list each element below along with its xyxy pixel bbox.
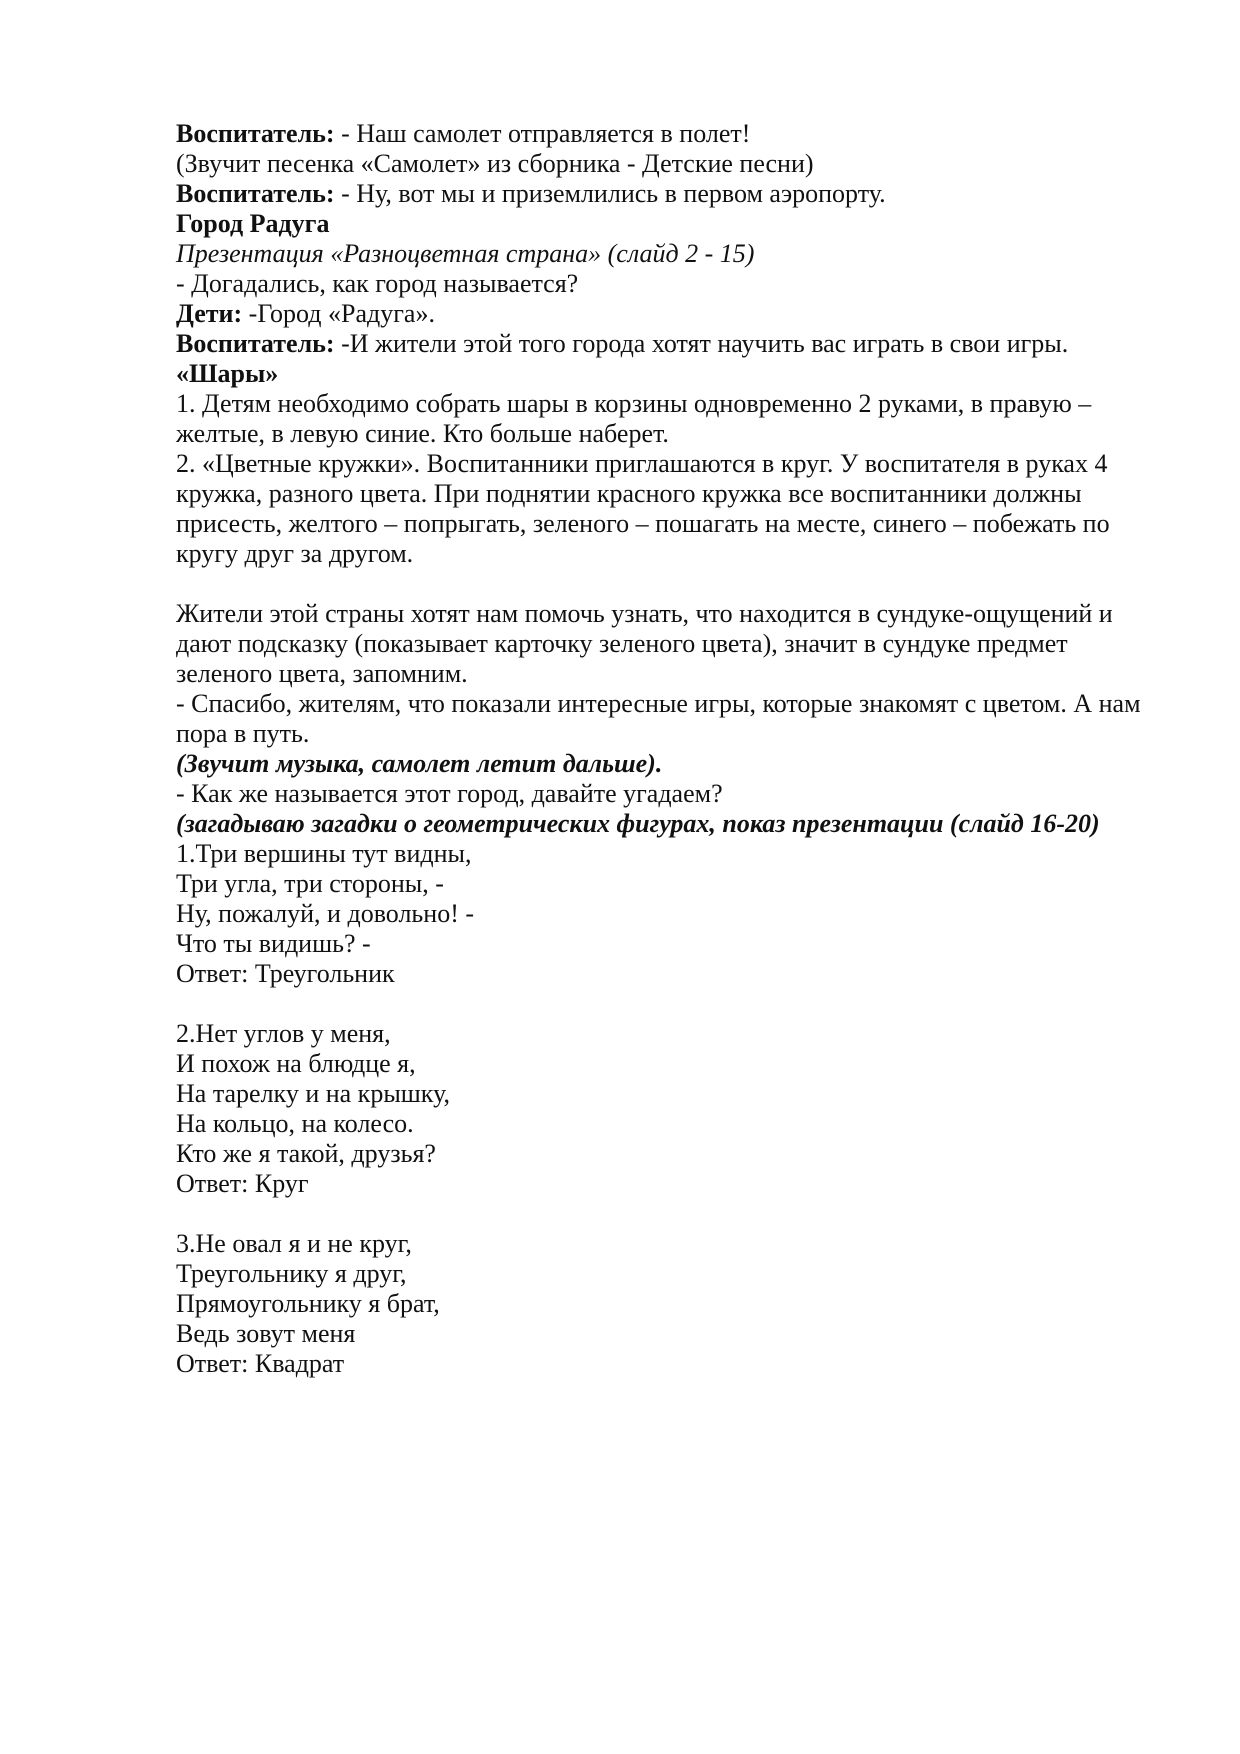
riddle-line: И похож на блюдце я,	[176, 1049, 416, 1078]
games-heading: «Шары»	[176, 359, 279, 388]
riddle-line: На тарелку и на крышку,	[176, 1079, 450, 1108]
riddle-line: 1.Три вершины тут видны,	[176, 839, 472, 868]
riddle-answer: Ответ: Треугольник	[176, 959, 395, 988]
speaker-label: Воспитатель:	[176, 179, 335, 208]
section-heading: Город Радуга	[176, 209, 330, 238]
speaker-label: Воспитатель:	[176, 329, 335, 358]
riddle-line: Ну, пожалуй, и довольно! -	[176, 899, 475, 928]
dialogue-text: - Наш самолет отправляется в полет!	[334, 119, 751, 148]
dialogue-text: -Город «Радуга».	[242, 299, 435, 328]
spacer	[176, 1199, 1156, 1229]
spacer	[176, 569, 1156, 599]
riddle-line: 2.Нет углов у меня,	[176, 1019, 391, 1048]
riddle-line: Кто же я такой, друзья?	[176, 1139, 436, 1168]
paragraph: - Спасибо, жителям, что показали интересные игры, которые знакомят с цветом. А нам пора в путь.	[176, 689, 1141, 748]
game-description: 2. «Цветные кружки». Воспитанники приглашаются в круг. У воспитателя в руках 4 кружка, разного цвета. При поднятии красного кружка все воспитанники должны присесть, желтого – попрыгать, зеленого – пошагать на месте, синего – побежать по кругу друг за другом.	[176, 449, 1110, 568]
music-note: (Звучит музыка, самолет летит дальше).	[176, 749, 663, 778]
riddle-line: На кольцо, на колесо.	[176, 1109, 414, 1138]
question-line: - Догадались, как город называется?	[176, 269, 579, 298]
dialogue-text: -И жители этой того города хотят научить вас играть в свои игры.	[334, 329, 1069, 358]
paragraph: Жители этой страны хотят нам помочь узнать, что находится в сундуке-ощущений и дают подсказку (показывает карточку зеленого цвета), значит в сундуке предмет зеленого цвета, запомним.	[176, 599, 1113, 688]
document-page	[176, 119, 1156, 1379]
riddle-line: Прямоугольнику я брат,	[176, 1289, 440, 1318]
riddle-line: Что ты видишь? -	[176, 929, 371, 958]
game-description: 1. Детям необходимо собрать шары в корзины одновременно 2 руками, в правую – желтые, в левую синие. Кто больше наберет.	[176, 389, 1092, 448]
riddle-line: Ведь зовут меня	[176, 1319, 356, 1348]
presentation-note: Презентация «Разноцветная страна» (слайд 2 - 15)	[176, 239, 755, 268]
question-line: - Как же называется этот город, давайте угадаем?	[176, 779, 723, 808]
dialogue-line	[176, 299, 1156, 329]
riddle-note: (загадываю загадки о геометрических фигурах, показ презентации (слайд 16-20)	[176, 809, 1100, 838]
dialogue-line	[176, 119, 1156, 149]
dialogue-line	[176, 179, 1156, 209]
dialogue-line	[176, 329, 1156, 359]
speaker-label: Воспитатель:	[176, 119, 335, 148]
dialogue-text: - Ну, вот мы и приземлились в первом аэропорту.	[334, 179, 886, 208]
speaker-label: Дети:	[176, 299, 243, 328]
riddle-answer: Ответ: Квадрат	[176, 1349, 345, 1378]
riddle-line: Три угла, три стороны, -	[176, 869, 444, 898]
riddle-answer: Ответ: Круг	[176, 1169, 309, 1198]
riddle-line: Треугольнику я друг,	[176, 1259, 407, 1288]
stage-direction: (Звучит песенка «Самолет» из сборника - Детские песни)	[176, 149, 814, 178]
riddle-line: 3.Не овал я и не круг,	[176, 1229, 412, 1258]
spacer	[176, 989, 1156, 1019]
